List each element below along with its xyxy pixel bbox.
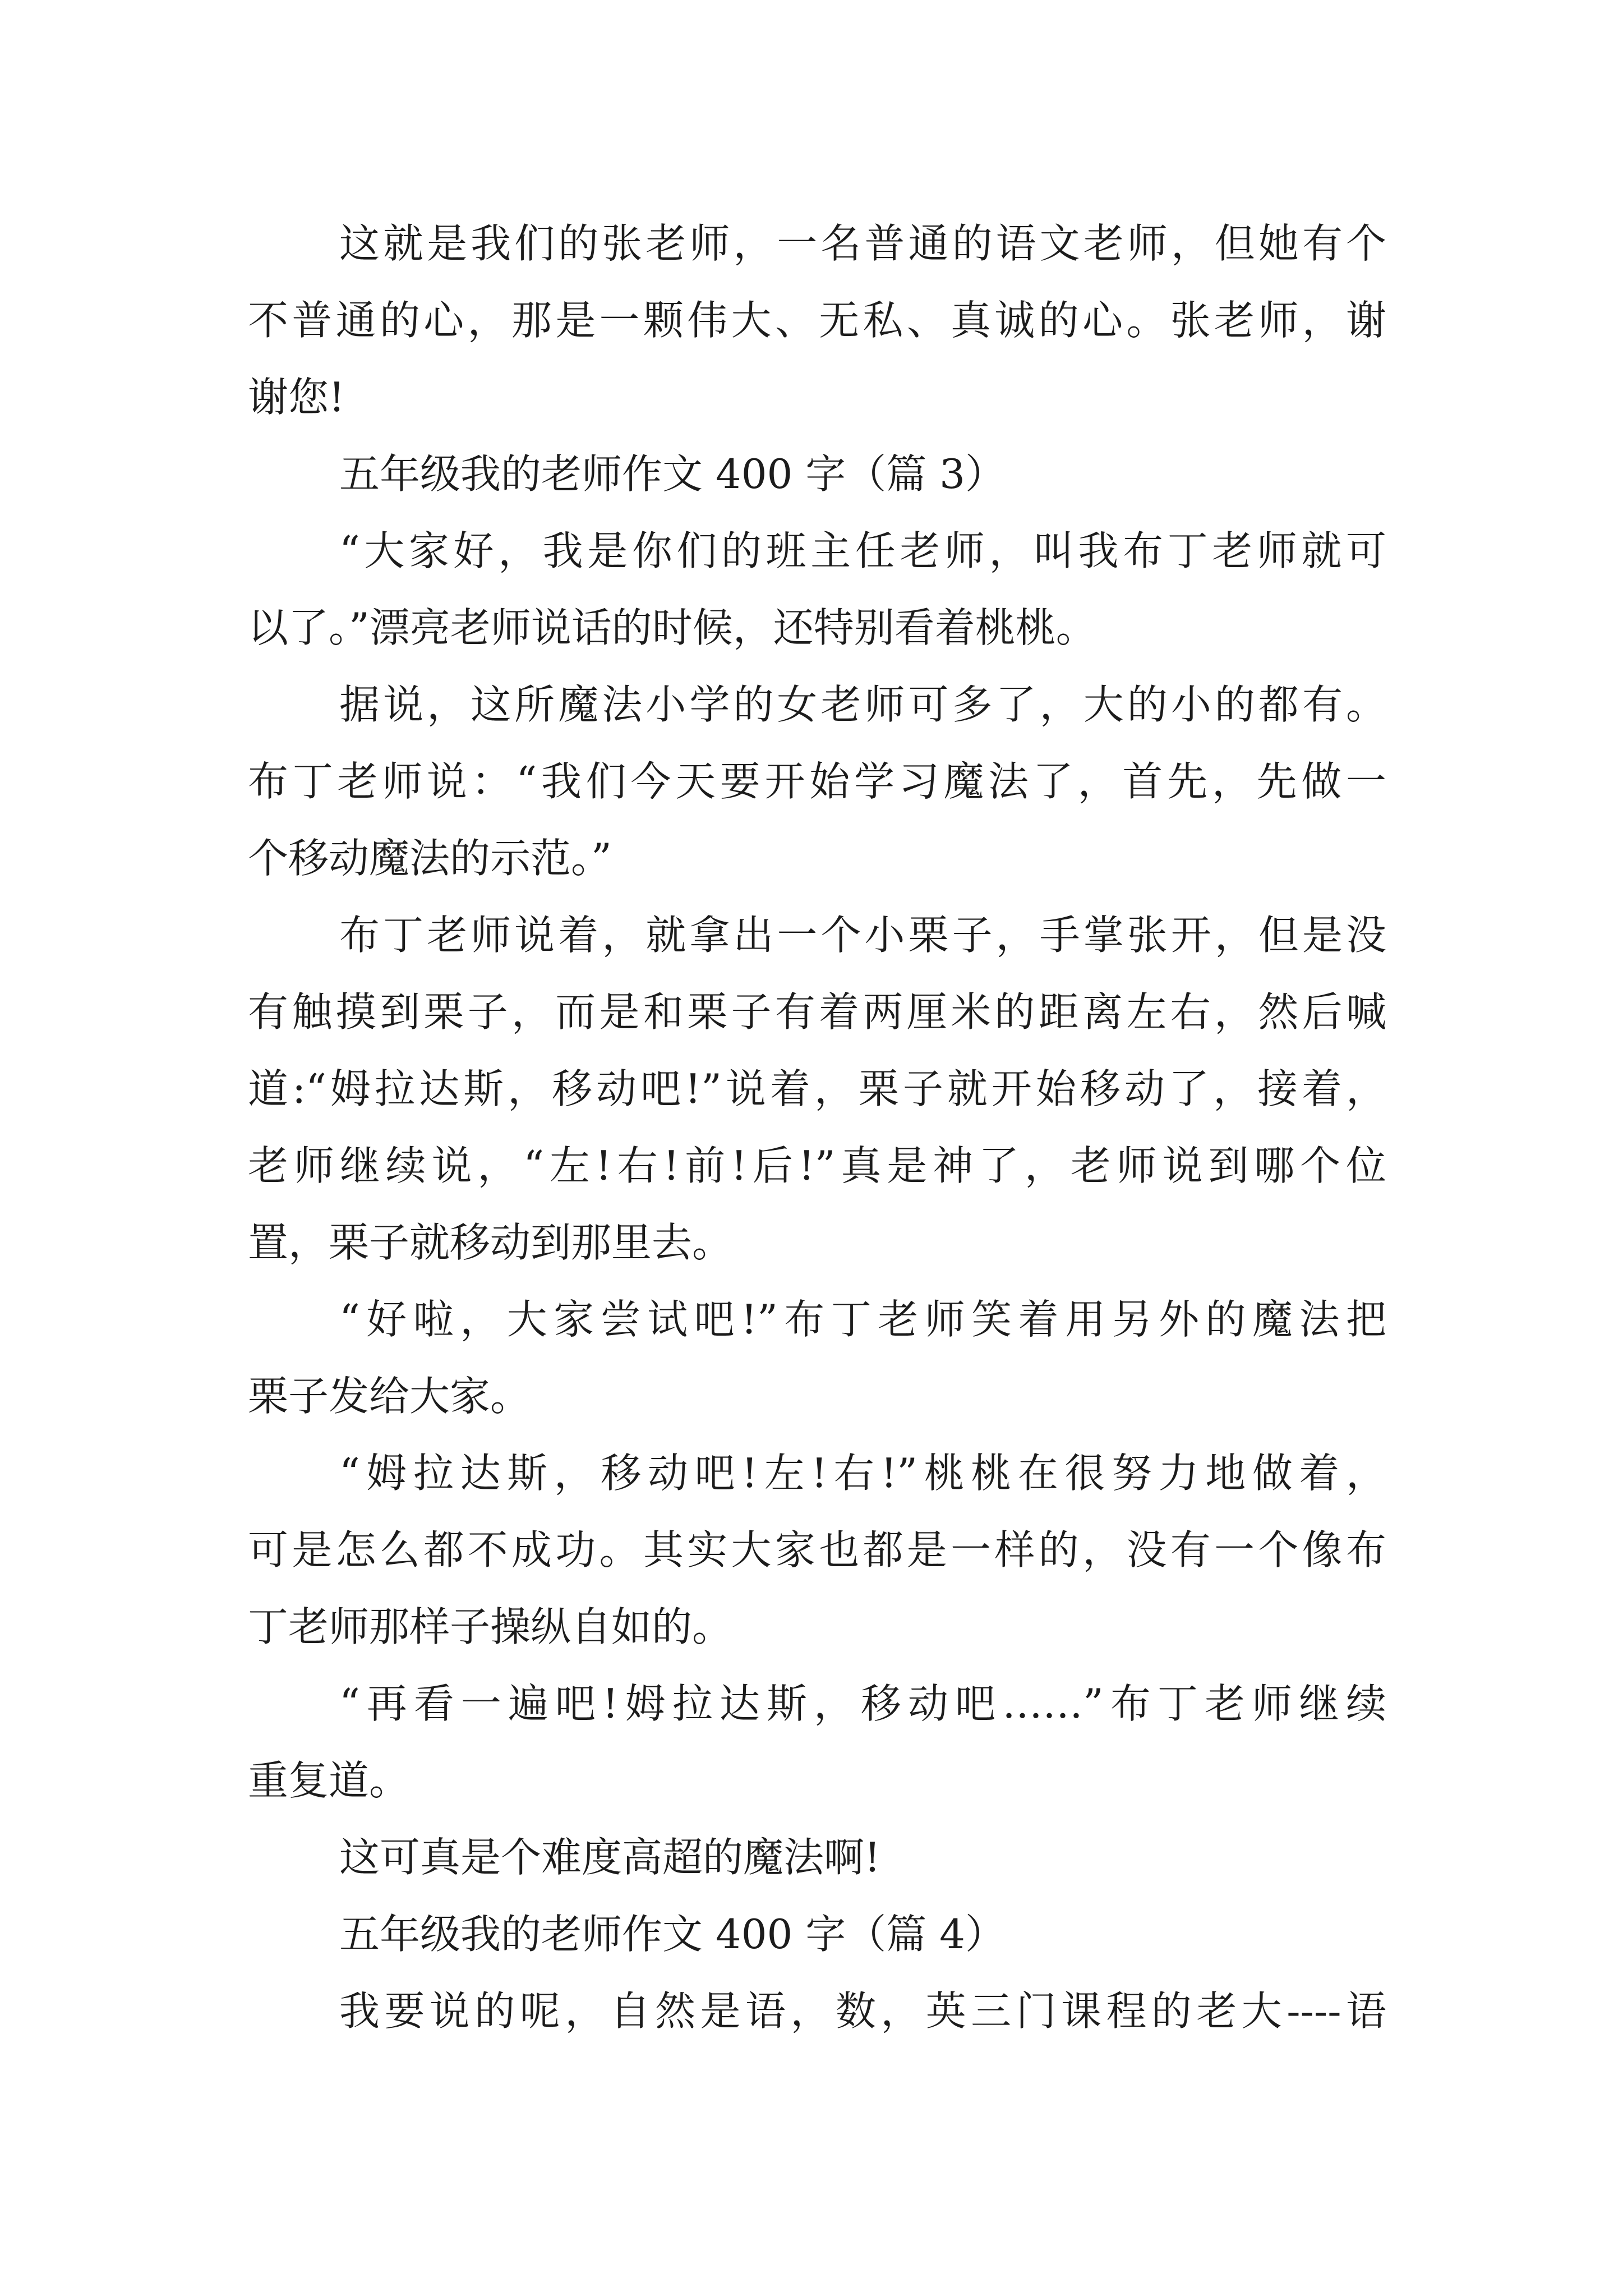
text-line: 以了。”漂亮老师说话的时候，还特别看着桃桃。 — [248, 604, 1096, 651]
text-line: 这可真是个难度高超的魔法啊! — [339, 1834, 880, 1881]
text-line: 据说，这所魔法小学的女老师可多了，大的小的都有。 — [339, 681, 1386, 728]
text-line: “好啦，大家尝试吧!”布丁老师笑着用另外的魔法把 — [339, 1296, 1386, 1343]
text-line: “再看一遍吧!姆拉达斯，移动吧……”布丁老师继续 — [339, 1680, 1386, 1727]
text-line: 个移动魔法的示范。” — [248, 835, 612, 882]
text-line: 布丁老师说：“我们今天要开始学习魔法了，首先，先做一 — [248, 758, 1386, 805]
text-line: 老师继续说，“左!右!前!后!”真是神了，老师说到哪个位 — [248, 1142, 1386, 1189]
text-line: 重复道。 — [248, 1757, 410, 1804]
text-line: “姆拉达斯，移动吧!左!右!”桃桃在很努力地做着， — [339, 1450, 1386, 1497]
section-heading: 五年级我的老师作文 400 字（篇 3） — [339, 450, 1006, 498]
text-line: 丁老师那样子操纵自如的。 — [248, 1603, 733, 1650]
text-line: 我要说的呢，自然是语，数，英三门课程的老大----语 — [339, 1987, 1386, 2035]
text-line: 有触摸到栗子，而是和栗子有着两厘米的距离左右，然后喊 — [248, 988, 1386, 1036]
text-line: 布丁老师说着，就拿出一个小栗子，手掌张开，但是没 — [339, 912, 1386, 959]
text-line: 置，栗子就移动到那里去。 — [248, 1219, 733, 1266]
text-line: 可是怎么都不成功。其实大家也都是一样的，没有一个像布 — [248, 1526, 1386, 1573]
text-line: 谢您! — [248, 374, 345, 421]
text-line: 不普通的心，那是一颗伟大、无私、真诚的心。张老师，谢 — [248, 297, 1386, 344]
text-line: 这就是我们的张老师，一名普通的语文老师，但她有个 — [339, 220, 1386, 267]
text-line: “大家好，我是你们的班主任老师，叫我布丁老师就可 — [339, 527, 1386, 574]
text-line: 栗子发给大家。 — [248, 1373, 531, 1420]
text-line: 道:“姆拉达斯，移动吧!”说着，栗子就开始移动了，接着， — [248, 1065, 1386, 1112]
section-heading: 五年级我的老师作文 400 字（篇 4） — [339, 1911, 1006, 1958]
